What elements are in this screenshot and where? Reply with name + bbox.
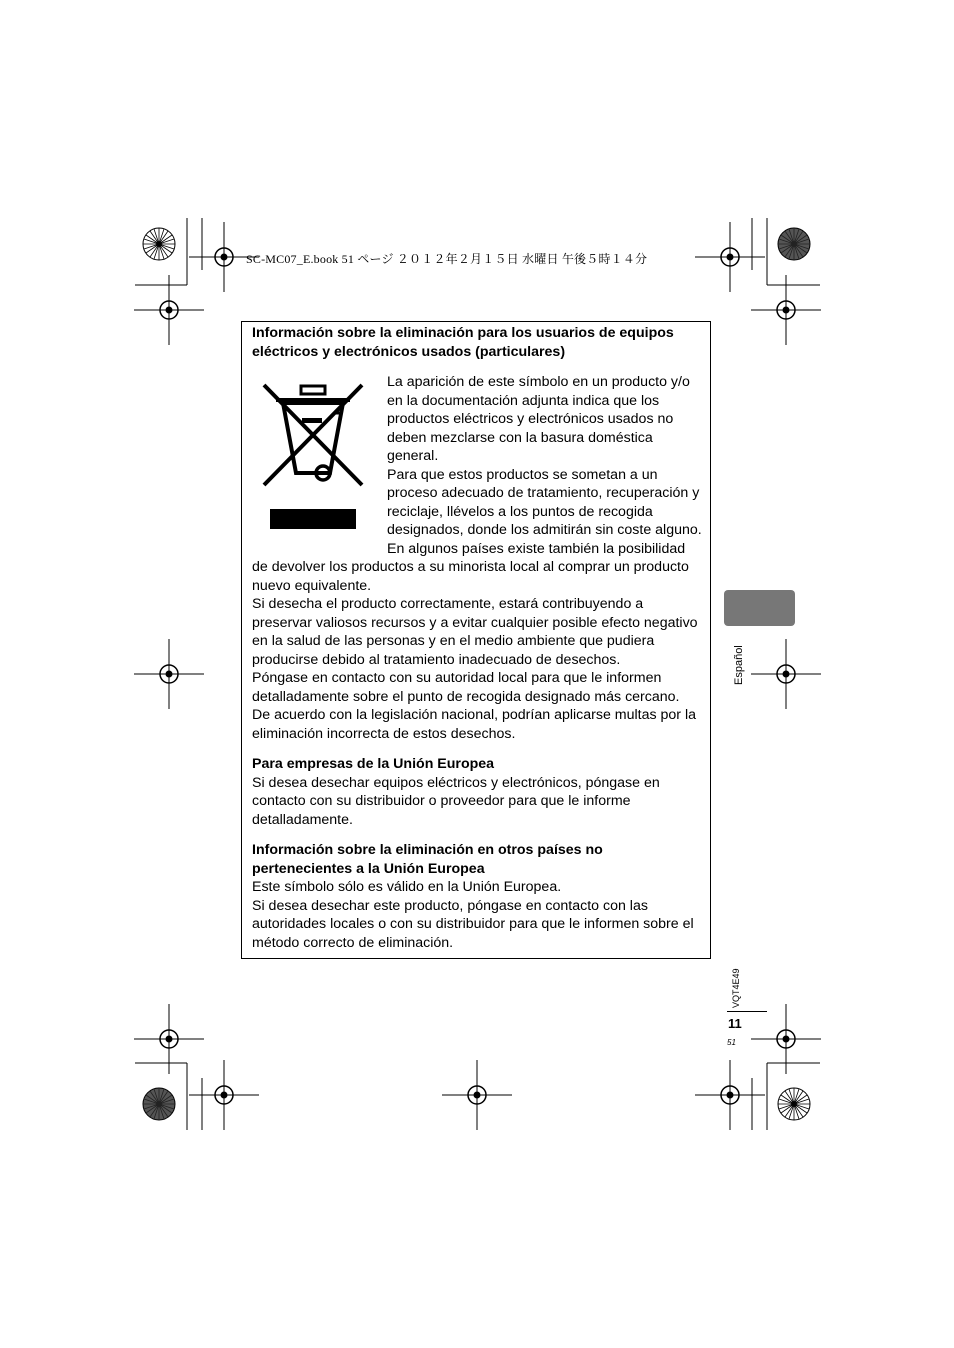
notice-title: Información sobre la eliminación para los usuarios de equipos eléctricos y electrónicos usados (particulares) <box>252 325 674 360</box>
page-number: 11 <box>728 1016 742 1031</box>
language-label: Español <box>733 645 745 685</box>
non-eu-text-1: Este símbolo sólo es válido en la Unión Europea. <box>252 879 562 895</box>
business-text: Si desea desechar equipos eléctricos y electrónicos, póngase en contacto con su distribuidor o proveedor para que le informe detalladamente. <box>252 774 660 828</box>
business-heading: Para empresas de la Unión Europea <box>252 756 495 772</box>
book-page-number: 51 <box>727 1038 736 1047</box>
paragraph-multas: De acuerdo con la legislación nacional, podrían aplicarse multas por la eliminación incorrecta de estos desechos. <box>252 707 697 742</box>
paragraph-recursos: Si desecha el producto correctamente, estará contribuyendo a preservar valiosos recursos y a evitar cualquier posible efecto negativo en la salud de las personas y en el medio ambiente que pudiera producirse debido al tratamiento inadecuado de desechos. <box>252 596 698 668</box>
non-eu-heading: Información sobre la eliminación en otros países no pertenecientes a la Unión Europea <box>252 842 603 877</box>
business-section <box>252 755 702 829</box>
file-info-header: SC-MC07_E.book 51 ページ ２０１２年２月１５日 水曜日 午後５時１４分 <box>246 252 648 266</box>
non-eu-section <box>252 841 702 952</box>
paragraph-autoridad: Póngase en contacto con su autoridad local para que le informen detalladamente sobre el punto de recogida designado más cercano. <box>252 670 680 705</box>
intro-text: La aparición de este símbolo en un producto y/o en la documentación adjunta indica que los productos eléctricos y electrónicos usados no deben mezclarse con la basura doméstica general. <box>387 374 690 464</box>
document-code: VQT4E49 <box>731 968 741 1008</box>
intro-text-2: Para que estos productos se sometan a un proceso adecuado de tratamiento, recuperación y reciclaje, llévelos a los puntos de recogida designados, donde los admitirán sin coste alguno. En algunos países existe también la posibilidad de devolver los productos a su minorista local al comprar un producto nuevo equivalente. <box>252 466 702 594</box>
non-eu-text-2: Si desea desechar este producto, póngase en contacto con las autoridades locales o con su distribuidor para que le informen sobre el método correcto de eliminación. <box>252 897 694 951</box>
disposal-notice-box <box>241 321 711 959</box>
crossed-wheelie-bin-icon <box>252 373 377 553</box>
footer-rule <box>727 1011 767 1012</box>
language-tab <box>724 590 795 626</box>
